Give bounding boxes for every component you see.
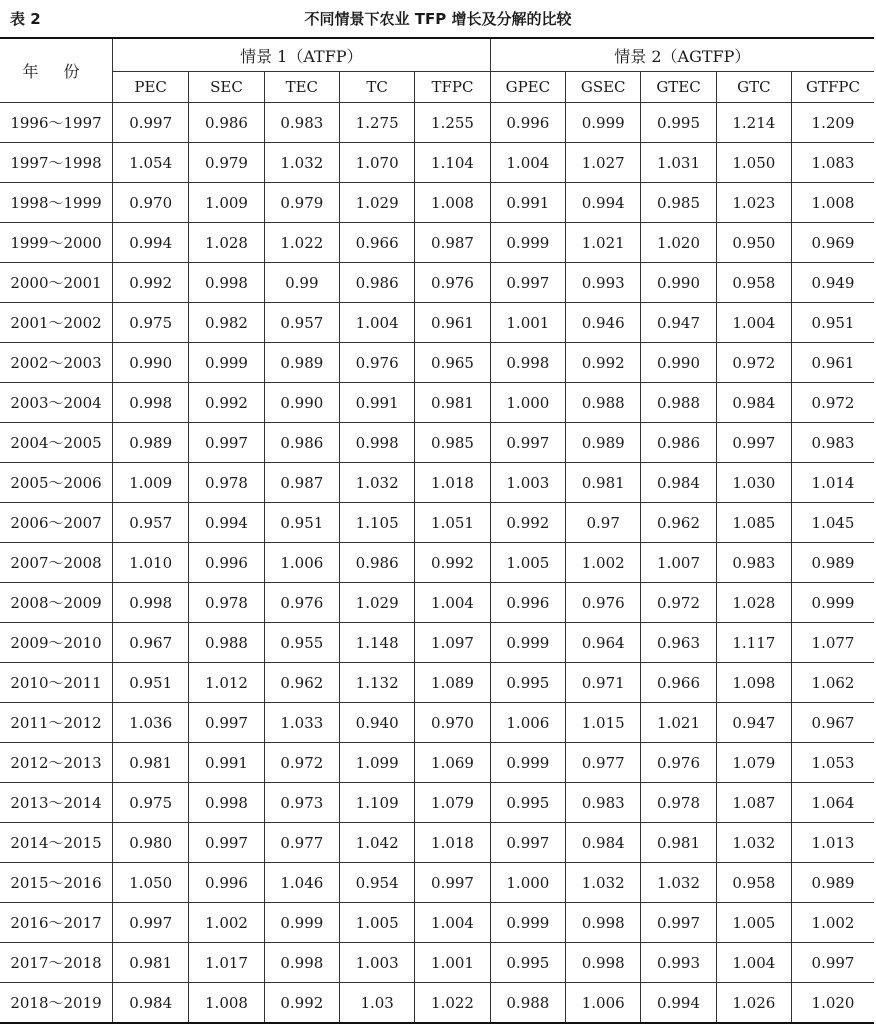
value-cell: 0.991 bbox=[189, 743, 264, 783]
scenario-2-header: 情景 2（AGTFP） bbox=[490, 38, 874, 72]
value-cell: 1.012 bbox=[189, 663, 264, 703]
value-cell: 1.031 bbox=[641, 143, 716, 183]
table-row bbox=[0, 423, 874, 463]
value-cell: 0.999 bbox=[490, 743, 565, 783]
value-cell: 0.976 bbox=[264, 583, 339, 623]
table-row bbox=[0, 983, 874, 1024]
value-cell: 0.994 bbox=[566, 183, 641, 223]
value-cell: 0.951 bbox=[113, 663, 189, 703]
value-cell: 0.986 bbox=[264, 423, 339, 463]
value-cell: 0.947 bbox=[641, 303, 716, 343]
table-row bbox=[0, 823, 874, 863]
value-cell: 0.978 bbox=[641, 783, 716, 823]
value-cell: 0.962 bbox=[264, 663, 339, 703]
value-cell: 1.000 bbox=[490, 383, 565, 423]
value-cell: 0.967 bbox=[113, 623, 189, 663]
value-cell: 0.970 bbox=[415, 703, 490, 743]
value-cell: 0.981 bbox=[415, 383, 490, 423]
value-cell: 0.998 bbox=[113, 583, 189, 623]
value-cell: 0.999 bbox=[490, 223, 565, 263]
value-cell: 1.015 bbox=[566, 703, 641, 743]
value-cell: 1.064 bbox=[792, 783, 874, 823]
value-cell: 1.033 bbox=[264, 703, 339, 743]
value-cell: 1.023 bbox=[716, 183, 791, 223]
value-cell: 1.032 bbox=[566, 863, 641, 903]
value-cell: 1.045 bbox=[792, 503, 874, 543]
value-cell: 0.998 bbox=[189, 783, 264, 823]
value-cell: 1.018 bbox=[415, 823, 490, 863]
value-cell: 1.003 bbox=[490, 463, 565, 503]
value-cell: 0.987 bbox=[415, 223, 490, 263]
value-cell: 1.007 bbox=[641, 543, 716, 583]
value-cell: 1.013 bbox=[792, 823, 874, 863]
value-cell: 1.046 bbox=[264, 863, 339, 903]
table-row bbox=[0, 903, 874, 943]
value-cell: 0.954 bbox=[339, 863, 414, 903]
value-cell: 0.976 bbox=[566, 583, 641, 623]
value-cell: 0.982 bbox=[189, 303, 264, 343]
value-cell: 0.975 bbox=[113, 303, 189, 343]
value-cell: 1.022 bbox=[415, 983, 490, 1024]
value-cell: 0.951 bbox=[792, 303, 874, 343]
value-cell: 0.970 bbox=[113, 183, 189, 223]
value-cell: 0.996 bbox=[189, 543, 264, 583]
value-cell: 0.986 bbox=[189, 103, 264, 143]
column-header: GTFPC bbox=[792, 72, 874, 103]
value-cell: 0.999 bbox=[264, 903, 339, 943]
value-cell: 0.979 bbox=[189, 143, 264, 183]
value-cell: 1.005 bbox=[339, 903, 414, 943]
value-cell: 0.995 bbox=[490, 943, 565, 983]
value-cell: 0.99 bbox=[264, 263, 339, 303]
value-cell: 0.997 bbox=[415, 863, 490, 903]
value-cell: 1.010 bbox=[113, 543, 189, 583]
column-header: GSEC bbox=[566, 72, 641, 103]
value-cell: 0.983 bbox=[264, 103, 339, 143]
value-cell: 1.020 bbox=[792, 983, 874, 1024]
value-cell: 0.986 bbox=[641, 423, 716, 463]
value-cell: 1.079 bbox=[716, 743, 791, 783]
scenario-1-header: 情景 1（ATFP） bbox=[113, 38, 491, 72]
value-cell: 1.03 bbox=[339, 983, 414, 1024]
value-cell: 0.976 bbox=[641, 743, 716, 783]
value-cell: 1.032 bbox=[264, 143, 339, 183]
value-cell: 0.999 bbox=[792, 583, 874, 623]
column-header: GPEC bbox=[490, 72, 565, 103]
column-header: TFPC bbox=[415, 72, 490, 103]
table-row bbox=[0, 383, 874, 423]
value-cell: 0.971 bbox=[566, 663, 641, 703]
value-cell: 0.989 bbox=[264, 343, 339, 383]
value-cell: 1.070 bbox=[339, 143, 414, 183]
value-cell: 0.977 bbox=[566, 743, 641, 783]
value-cell: 0.984 bbox=[113, 983, 189, 1024]
year-cell: 2002～2003 bbox=[0, 343, 113, 383]
year-cell: 1996～1997 bbox=[0, 103, 113, 143]
value-cell: 0.977 bbox=[264, 823, 339, 863]
table-row bbox=[0, 663, 874, 703]
value-cell: 1.032 bbox=[641, 863, 716, 903]
value-cell: 0.984 bbox=[716, 383, 791, 423]
value-cell: 1.104 bbox=[415, 143, 490, 183]
value-cell: 0.992 bbox=[113, 263, 189, 303]
value-cell: 1.109 bbox=[339, 783, 414, 823]
value-cell: 1.020 bbox=[641, 223, 716, 263]
value-cell: 0.992 bbox=[490, 503, 565, 543]
value-cell: 0.975 bbox=[113, 783, 189, 823]
year-cell: 2016～2017 bbox=[0, 903, 113, 943]
value-cell: 1.069 bbox=[415, 743, 490, 783]
value-cell: 0.955 bbox=[264, 623, 339, 663]
table-row bbox=[0, 543, 874, 583]
value-cell: 0.947 bbox=[716, 703, 791, 743]
value-cell: 0.996 bbox=[189, 863, 264, 903]
value-cell: 0.978 bbox=[189, 583, 264, 623]
value-cell: 1.053 bbox=[792, 743, 874, 783]
year-cell: 2017～2018 bbox=[0, 943, 113, 983]
table-row bbox=[0, 463, 874, 503]
year-cell: 2006～2007 bbox=[0, 503, 113, 543]
value-cell: 0.962 bbox=[641, 503, 716, 543]
value-cell: 0.987 bbox=[264, 463, 339, 503]
value-cell: 1.001 bbox=[415, 943, 490, 983]
table-body bbox=[0, 103, 874, 1024]
value-cell: 0.997 bbox=[189, 423, 264, 463]
value-cell: 0.969 bbox=[792, 223, 874, 263]
table-title: 不同情景下农业 TFP 增长及分解的比较 bbox=[304, 10, 572, 28]
value-cell: 1.021 bbox=[641, 703, 716, 743]
value-cell: 0.961 bbox=[415, 303, 490, 343]
table-row bbox=[0, 183, 874, 223]
table-caption bbox=[0, 0, 876, 36]
value-cell: 0.997 bbox=[490, 823, 565, 863]
value-cell: 0.986 bbox=[339, 543, 414, 583]
value-cell: 0.972 bbox=[641, 583, 716, 623]
value-cell: 1.028 bbox=[716, 583, 791, 623]
year-cell: 1998～1999 bbox=[0, 183, 113, 223]
value-cell: 1.006 bbox=[264, 543, 339, 583]
value-cell: 0.988 bbox=[566, 383, 641, 423]
column-header: PEC bbox=[113, 72, 189, 103]
value-cell: 0.989 bbox=[113, 423, 189, 463]
tfp-comparison-table bbox=[0, 37, 874, 1024]
value-cell: 1.003 bbox=[339, 943, 414, 983]
value-cell: 0.990 bbox=[264, 383, 339, 423]
value-cell: 0.997 bbox=[189, 823, 264, 863]
value-cell: 1.032 bbox=[339, 463, 414, 503]
value-cell: 1.000 bbox=[490, 863, 565, 903]
value-cell: 1.077 bbox=[792, 623, 874, 663]
value-cell: 0.963 bbox=[641, 623, 716, 663]
value-cell: 1.028 bbox=[189, 223, 264, 263]
value-cell: 0.991 bbox=[339, 383, 414, 423]
value-cell: 0.992 bbox=[566, 343, 641, 383]
value-cell: 1.148 bbox=[339, 623, 414, 663]
table-row bbox=[0, 863, 874, 903]
value-cell: 0.964 bbox=[566, 623, 641, 663]
value-cell: 0.983 bbox=[716, 543, 791, 583]
value-cell: 1.085 bbox=[716, 503, 791, 543]
table-row bbox=[0, 143, 874, 183]
year-cell: 2000～2001 bbox=[0, 263, 113, 303]
value-cell: 0.988 bbox=[490, 983, 565, 1024]
year-cell: 1999～2000 bbox=[0, 223, 113, 263]
value-cell: 0.961 bbox=[792, 343, 874, 383]
column-header: TC bbox=[339, 72, 414, 103]
value-cell: 1.105 bbox=[339, 503, 414, 543]
value-cell: 1.006 bbox=[566, 983, 641, 1024]
table-row bbox=[0, 503, 874, 543]
value-cell: 1.132 bbox=[339, 663, 414, 703]
table-row bbox=[0, 103, 874, 143]
value-cell: 0.996 bbox=[490, 103, 565, 143]
value-cell: 1.009 bbox=[113, 463, 189, 503]
value-cell: 0.995 bbox=[490, 663, 565, 703]
year-cell: 2004～2005 bbox=[0, 423, 113, 463]
value-cell: 0.994 bbox=[641, 983, 716, 1024]
value-cell: 0.984 bbox=[641, 463, 716, 503]
value-cell: 0.993 bbox=[641, 943, 716, 983]
value-cell: 0.998 bbox=[113, 383, 189, 423]
value-cell: 1.099 bbox=[339, 743, 414, 783]
value-cell: 0.950 bbox=[716, 223, 791, 263]
year-cell: 2013～2014 bbox=[0, 783, 113, 823]
value-cell: 0.997 bbox=[490, 263, 565, 303]
table-row bbox=[0, 943, 874, 983]
header-row-columns bbox=[0, 72, 874, 103]
value-cell: 1.004 bbox=[415, 903, 490, 943]
value-cell: 0.972 bbox=[264, 743, 339, 783]
value-cell: 0.998 bbox=[566, 903, 641, 943]
value-cell: 1.008 bbox=[415, 183, 490, 223]
value-cell: 1.029 bbox=[339, 183, 414, 223]
value-cell: 0.997 bbox=[792, 943, 874, 983]
value-cell: 1.036 bbox=[113, 703, 189, 743]
year-cell: 2005～2006 bbox=[0, 463, 113, 503]
value-cell: 0.973 bbox=[264, 783, 339, 823]
value-cell: 1.083 bbox=[792, 143, 874, 183]
header-row-scenarios bbox=[0, 38, 874, 72]
year-cell: 2015～2016 bbox=[0, 863, 113, 903]
table-row bbox=[0, 703, 874, 743]
year-cell: 2008～2009 bbox=[0, 583, 113, 623]
value-cell: 0.985 bbox=[641, 183, 716, 223]
value-cell: 0.966 bbox=[339, 223, 414, 263]
value-cell: 0.981 bbox=[641, 823, 716, 863]
value-cell: 1.079 bbox=[415, 783, 490, 823]
value-cell: 0.979 bbox=[264, 183, 339, 223]
year-cell: 2009～2010 bbox=[0, 623, 113, 663]
value-cell: 0.998 bbox=[339, 423, 414, 463]
table-row bbox=[0, 263, 874, 303]
value-cell: 0.984 bbox=[566, 823, 641, 863]
value-cell: 0.972 bbox=[716, 343, 791, 383]
value-cell: 1.005 bbox=[716, 903, 791, 943]
value-cell: 0.993 bbox=[566, 263, 641, 303]
year-cell: 2003～2004 bbox=[0, 383, 113, 423]
value-cell: 1.002 bbox=[189, 903, 264, 943]
value-cell: 0.990 bbox=[113, 343, 189, 383]
value-cell: 0.981 bbox=[113, 743, 189, 783]
value-cell: 1.054 bbox=[113, 143, 189, 183]
value-cell: 1.098 bbox=[716, 663, 791, 703]
value-cell: 0.983 bbox=[792, 423, 874, 463]
table-row bbox=[0, 623, 874, 663]
value-cell: 0.998 bbox=[264, 943, 339, 983]
year-column-header: 年 份 bbox=[0, 38, 113, 103]
value-cell: 1.004 bbox=[716, 303, 791, 343]
value-cell: 1.029 bbox=[339, 583, 414, 623]
year-cell: 2014～2015 bbox=[0, 823, 113, 863]
column-header: GTEC bbox=[641, 72, 716, 103]
table-label: 表 2 bbox=[10, 10, 41, 28]
value-cell: 0.988 bbox=[189, 623, 264, 663]
value-cell: 1.209 bbox=[792, 103, 874, 143]
value-cell: 0.985 bbox=[415, 423, 490, 463]
value-cell: 0.988 bbox=[641, 383, 716, 423]
value-cell: 1.050 bbox=[113, 863, 189, 903]
value-cell: 0.997 bbox=[641, 903, 716, 943]
value-cell: 0.980 bbox=[113, 823, 189, 863]
value-cell: 0.999 bbox=[189, 343, 264, 383]
value-cell: 0.997 bbox=[189, 703, 264, 743]
year-cell: 2001～2002 bbox=[0, 303, 113, 343]
value-cell: 1.008 bbox=[792, 183, 874, 223]
value-cell: 0.989 bbox=[792, 543, 874, 583]
value-cell: 0.981 bbox=[566, 463, 641, 503]
value-cell: 0.999 bbox=[566, 103, 641, 143]
value-cell: 0.995 bbox=[641, 103, 716, 143]
value-cell: 0.997 bbox=[113, 103, 189, 143]
value-cell: 1.042 bbox=[339, 823, 414, 863]
value-cell: 0.958 bbox=[716, 863, 791, 903]
value-cell: 1.030 bbox=[716, 463, 791, 503]
table-row bbox=[0, 223, 874, 263]
value-cell: 0.940 bbox=[339, 703, 414, 743]
value-cell: 0.97 bbox=[566, 503, 641, 543]
value-cell: 0.992 bbox=[415, 543, 490, 583]
value-cell: 0.998 bbox=[490, 343, 565, 383]
value-cell: 1.004 bbox=[339, 303, 414, 343]
value-cell: 0.976 bbox=[415, 263, 490, 303]
value-cell: 0.957 bbox=[113, 503, 189, 543]
value-cell: 0.992 bbox=[189, 383, 264, 423]
value-cell: 0.990 bbox=[641, 263, 716, 303]
value-cell: 1.005 bbox=[490, 543, 565, 583]
value-cell: 0.997 bbox=[716, 423, 791, 463]
value-cell: 1.017 bbox=[189, 943, 264, 983]
value-cell: 1.117 bbox=[716, 623, 791, 663]
value-cell: 0.965 bbox=[415, 343, 490, 383]
year-cell: 2012～2013 bbox=[0, 743, 113, 783]
column-header: TEC bbox=[264, 72, 339, 103]
value-cell: 1.255 bbox=[415, 103, 490, 143]
value-cell: 1.032 bbox=[716, 823, 791, 863]
table-row bbox=[0, 343, 874, 383]
value-cell: 0.989 bbox=[792, 863, 874, 903]
table-row bbox=[0, 303, 874, 343]
column-header: GTC bbox=[716, 72, 791, 103]
value-cell: 1.018 bbox=[415, 463, 490, 503]
value-cell: 0.978 bbox=[189, 463, 264, 503]
value-cell: 0.997 bbox=[113, 903, 189, 943]
value-cell: 1.006 bbox=[490, 703, 565, 743]
value-cell: 1.275 bbox=[339, 103, 414, 143]
value-cell: 0.951 bbox=[264, 503, 339, 543]
value-cell: 0.949 bbox=[792, 263, 874, 303]
value-cell: 1.027 bbox=[566, 143, 641, 183]
value-cell: 0.999 bbox=[490, 623, 565, 663]
value-cell: 1.214 bbox=[716, 103, 791, 143]
value-cell: 1.004 bbox=[490, 143, 565, 183]
value-cell: 1.097 bbox=[415, 623, 490, 663]
value-cell: 0.976 bbox=[339, 343, 414, 383]
value-cell: 0.995 bbox=[490, 783, 565, 823]
value-cell: 0.991 bbox=[490, 183, 565, 223]
value-cell: 0.999 bbox=[490, 903, 565, 943]
value-cell: 1.004 bbox=[415, 583, 490, 623]
value-cell: 1.087 bbox=[716, 783, 791, 823]
value-cell: 0.972 bbox=[792, 383, 874, 423]
value-cell: 1.062 bbox=[792, 663, 874, 703]
value-cell: 0.966 bbox=[641, 663, 716, 703]
value-cell: 1.021 bbox=[566, 223, 641, 263]
table-row bbox=[0, 583, 874, 623]
value-cell: 0.990 bbox=[641, 343, 716, 383]
value-cell: 0.957 bbox=[264, 303, 339, 343]
value-cell: 1.022 bbox=[264, 223, 339, 263]
year-cell: 2011～2012 bbox=[0, 703, 113, 743]
column-header: SEC bbox=[189, 72, 264, 103]
value-cell: 0.997 bbox=[490, 423, 565, 463]
year-cell: 2007～2008 bbox=[0, 543, 113, 583]
value-cell: 1.014 bbox=[792, 463, 874, 503]
value-cell: 1.050 bbox=[716, 143, 791, 183]
value-cell: 1.001 bbox=[490, 303, 565, 343]
value-cell: 1.009 bbox=[189, 183, 264, 223]
value-cell: 0.998 bbox=[189, 263, 264, 303]
value-cell: 1.002 bbox=[792, 903, 874, 943]
value-cell: 0.967 bbox=[792, 703, 874, 743]
value-cell: 1.051 bbox=[415, 503, 490, 543]
value-cell: 1.004 bbox=[716, 943, 791, 983]
year-cell: 2010～2011 bbox=[0, 663, 113, 703]
value-cell: 0.958 bbox=[716, 263, 791, 303]
value-cell: 0.981 bbox=[113, 943, 189, 983]
value-cell: 0.983 bbox=[566, 783, 641, 823]
table-row bbox=[0, 783, 874, 823]
year-cell: 2018～2019 bbox=[0, 983, 113, 1024]
value-cell: 0.989 bbox=[566, 423, 641, 463]
value-cell: 0.946 bbox=[566, 303, 641, 343]
value-cell: 0.996 bbox=[490, 583, 565, 623]
value-cell: 1.089 bbox=[415, 663, 490, 703]
table-row bbox=[0, 743, 874, 783]
value-cell: 1.002 bbox=[566, 543, 641, 583]
value-cell: 1.026 bbox=[716, 983, 791, 1024]
value-cell: 0.992 bbox=[264, 983, 339, 1024]
value-cell: 0.994 bbox=[113, 223, 189, 263]
value-cell: 0.998 bbox=[566, 943, 641, 983]
value-cell: 0.986 bbox=[339, 263, 414, 303]
value-cell: 0.994 bbox=[189, 503, 264, 543]
value-cell: 1.008 bbox=[189, 983, 264, 1024]
year-cell: 1997～1998 bbox=[0, 143, 113, 183]
